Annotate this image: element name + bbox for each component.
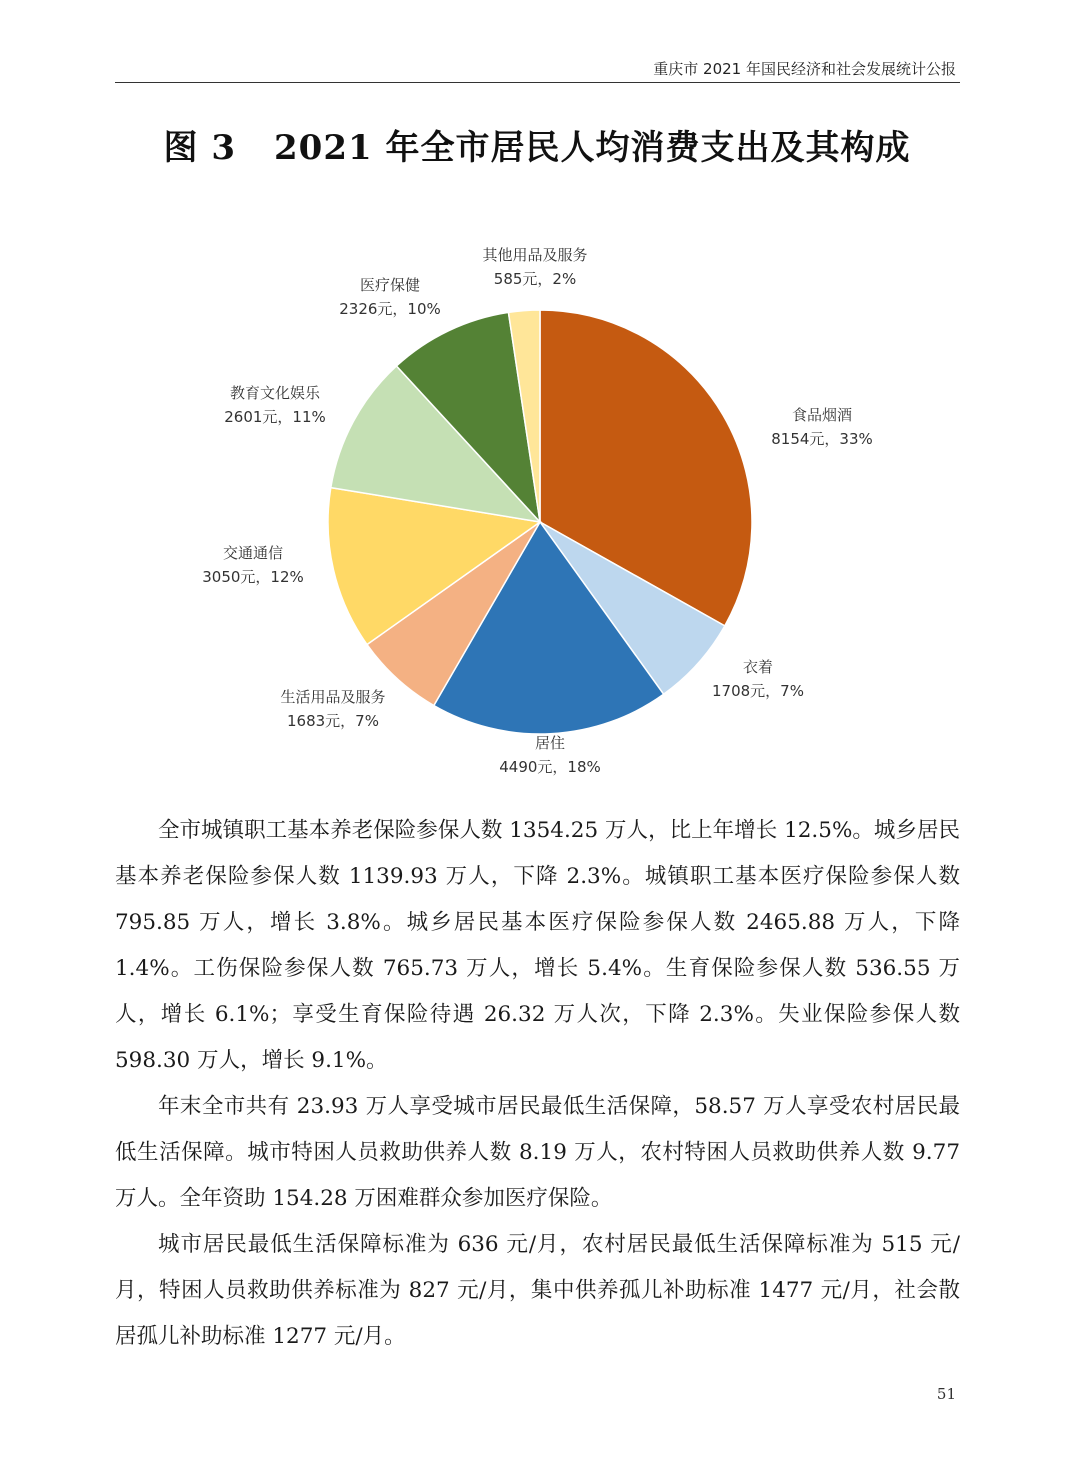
slice-name-label-5: 教育文化娱乐 [229, 384, 321, 402]
slice-value-label-1: 1708元，7% [712, 682, 804, 700]
slice-value-label-3: 1683元，7% [287, 712, 379, 730]
body-text [115, 808, 960, 1360]
slice-name-label-1: 衣着 [742, 658, 774, 676]
paragraph-minimum-living: 年末全市共有 23.93 万人享受城市居民最低生活保障，58.57 万人享受农村居民最低生活保障。城市特困人员救助供养人数 8.19 万人，农村特困人员救助供养人数 9.77 万人。全年资助 154.28 万困难群众参加医疗保险。 [115, 1094, 960, 1211]
slice-name-label-3: 生活用品及服务 [280, 688, 386, 706]
consumption-pie-chart [150, 230, 930, 790]
slice-value-label-2: 4490元，18% [499, 758, 601, 776]
figure-caption: 2021 年全市居民人均消费支出及其构成 [274, 128, 911, 168]
slice-value-label-5: 2601元，11% [224, 408, 326, 426]
slice-value-label-0: 8154元，33% [771, 430, 873, 448]
slice-name-label-4: 交通通信 [222, 544, 284, 562]
paragraph-standards: 城市居民最低生活保障标准为 636 元/月，农村居民最低生活保障标准为 515 元/月，特困人员救助供养标准为 827 元/月，集中供养孤儿补助标准 1477 元/月，社会散居孤儿补助标准 1277 元/月。 [115, 1232, 960, 1349]
slice-name-label-6: 医疗保健 [359, 276, 421, 294]
slice-name-label-2: 居住 [534, 734, 566, 752]
slice-name-label-0: 食品烟酒 [791, 406, 853, 424]
header-divider [115, 82, 960, 83]
slice-value-label-4: 3050元，12% [202, 568, 304, 586]
page-number: 51 [936, 1385, 956, 1403]
running-header: 重庆市 2021 年国民经济和社会发展统计公报 [653, 60, 956, 78]
figure-number: 图 3 [163, 128, 237, 168]
slice-name-label-7: 其他用品及服务 [482, 246, 588, 264]
slice-value-label-6: 2326元，10% [339, 300, 441, 318]
slice-value-label-7: 585元，2% [493, 270, 577, 288]
figure-title [0, 120, 1074, 169]
paragraph-social-insurance: 全市城镇职工基本养老保险参保人数 1354.25 万人，比上年增长 12.5%。城乡居民基本养老保险参保人数 1139.93 万人，下降 2.3%。城镇职工基本医疗保险参保人数 795.85 万人，增长 3.8%。城乡居民基本医疗保险参保人数 2465.88 万人，下降 1.4%。工伤保险参保人数 765.73 万人，增长 5.4%。生育保险参保人数 536.55 万人，增长 6.1%；享受生育保险待遇 26.32 万人次，下降 2.3%。失业保险参保人数 598.30 万人，增长 9.1%。 [115, 818, 960, 1073]
